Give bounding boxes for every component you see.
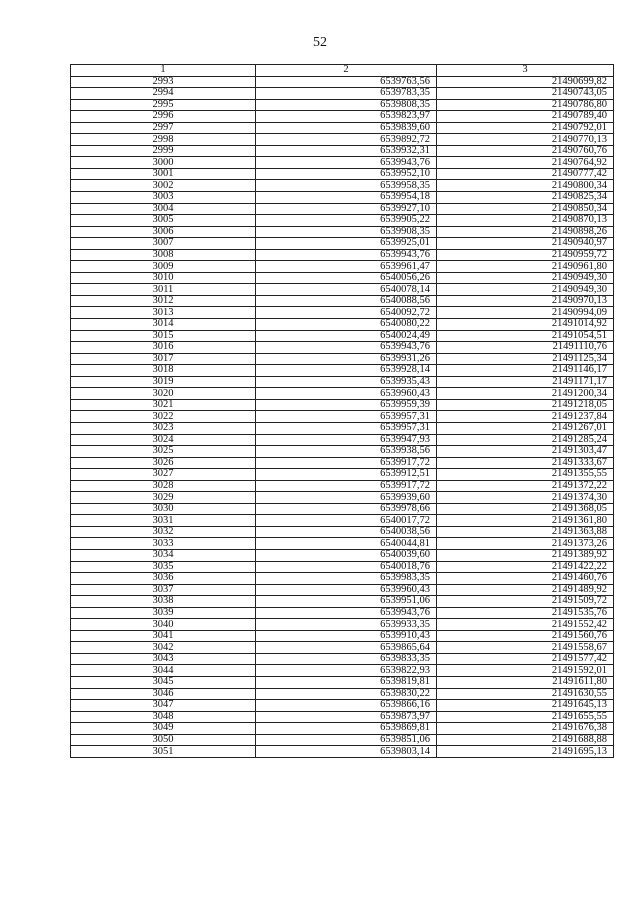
cell-point-number: 3017 (71, 353, 256, 365)
cell-y-coordinate: 21491676,38 (437, 723, 614, 735)
cell-y-coordinate: 21490959,72 (437, 249, 614, 261)
cell-y-coordinate: 21491460,76 (437, 573, 614, 585)
cell-point-number: 3000 (71, 157, 256, 169)
cell-x-coordinate: 6539958,35 (256, 180, 437, 192)
table-row (71, 215, 614, 227)
table-row (71, 376, 614, 388)
cell-point-number: 3002 (71, 180, 256, 192)
table-row (71, 76, 614, 88)
cell-x-coordinate: 6540024,49 (256, 330, 437, 342)
cell-point-number: 3030 (71, 503, 256, 515)
cell-y-coordinate: 21491054,51 (437, 330, 614, 342)
cell-x-coordinate: 6539943,76 (256, 607, 437, 619)
cell-x-coordinate: 6540039,60 (256, 549, 437, 561)
cell-x-coordinate: 6539938,56 (256, 446, 437, 458)
table-row (71, 596, 614, 608)
cell-x-coordinate: 6539939,60 (256, 492, 437, 504)
table-row (71, 561, 614, 573)
cell-y-coordinate: 21491218,05 (437, 399, 614, 411)
cell-x-coordinate: 6539951,06 (256, 596, 437, 608)
cell-y-coordinate: 21490825,34 (437, 192, 614, 204)
cell-x-coordinate: 6539763,56 (256, 76, 437, 88)
cell-y-coordinate: 21491592,01 (437, 665, 614, 677)
cell-x-coordinate: 6539978,66 (256, 503, 437, 515)
cell-point-number: 3035 (71, 561, 256, 573)
table-row (71, 642, 614, 654)
cell-y-coordinate: 21491489,92 (437, 584, 614, 596)
cell-x-coordinate: 6539932,31 (256, 145, 437, 157)
coordinates-table (70, 64, 614, 758)
table-row (71, 88, 614, 100)
table-row (71, 342, 614, 354)
cell-x-coordinate: 6539960,43 (256, 388, 437, 400)
cell-x-coordinate: 6539927,10 (256, 203, 437, 215)
cell-x-coordinate: 6539961,47 (256, 261, 437, 273)
cell-y-coordinate: 21491552,42 (437, 619, 614, 631)
cell-x-coordinate: 6540078,14 (256, 284, 437, 296)
cell-point-number: 3037 (71, 584, 256, 596)
cell-x-coordinate: 6539931,26 (256, 353, 437, 365)
table-row (71, 526, 614, 538)
cell-y-coordinate: 21490961,80 (437, 261, 614, 273)
cell-point-number: 3007 (71, 238, 256, 250)
cell-y-coordinate: 21491577,42 (437, 653, 614, 665)
cell-point-number: 3001 (71, 168, 256, 180)
table-row (71, 157, 614, 169)
cell-y-coordinate: 21490940,97 (437, 238, 614, 250)
table-row (71, 573, 614, 585)
table-row (71, 99, 614, 111)
cell-y-coordinate: 21490994,09 (437, 307, 614, 319)
cell-point-number: 3031 (71, 515, 256, 527)
cell-x-coordinate: 6540044,81 (256, 538, 437, 550)
cell-x-coordinate: 6540018,76 (256, 561, 437, 573)
cell-point-number: 3029 (71, 492, 256, 504)
cell-y-coordinate: 21491373,26 (437, 538, 614, 550)
cell-point-number: 3018 (71, 365, 256, 377)
table-row (71, 538, 614, 550)
table-row (71, 330, 614, 342)
table-row (71, 134, 614, 146)
table-row (71, 365, 614, 377)
table-header-row (71, 65, 614, 77)
cell-x-coordinate: 6539833,35 (256, 653, 437, 665)
table-row (71, 261, 614, 273)
cell-y-coordinate: 21490970,13 (437, 295, 614, 307)
cell-x-coordinate: 6540056,26 (256, 272, 437, 284)
table-row (71, 226, 614, 238)
cell-x-coordinate: 6539943,76 (256, 342, 437, 354)
cell-x-coordinate: 6539947,93 (256, 434, 437, 446)
cell-x-coordinate: 6539865,64 (256, 642, 437, 654)
cell-point-number: 3016 (71, 342, 256, 354)
cell-x-coordinate: 6539983,35 (256, 573, 437, 585)
cell-y-coordinate: 21490949,30 (437, 284, 614, 296)
cell-x-coordinate: 6540080,22 (256, 319, 437, 331)
cell-y-coordinate: 21491267,01 (437, 422, 614, 434)
cell-point-number: 3032 (71, 526, 256, 538)
cell-y-coordinate: 21491688,88 (437, 734, 614, 746)
cell-point-number: 3042 (71, 642, 256, 654)
column-header-x-coordinate: 2 (256, 65, 437, 77)
cell-x-coordinate: 6539933,35 (256, 619, 437, 631)
column-header-y-coordinate: 3 (437, 65, 614, 77)
cell-y-coordinate: 21491014,92 (437, 319, 614, 331)
table-row (71, 203, 614, 215)
cell-y-coordinate: 21491355,55 (437, 469, 614, 481)
cell-x-coordinate: 6539957,31 (256, 411, 437, 423)
cell-x-coordinate: 6539912,51 (256, 469, 437, 481)
cell-x-coordinate: 6539869,81 (256, 723, 437, 735)
cell-point-number: 2997 (71, 122, 256, 134)
cell-x-coordinate: 6539925,01 (256, 238, 437, 250)
table-row (71, 480, 614, 492)
cell-y-coordinate: 21490850,34 (437, 203, 614, 215)
table-row (71, 353, 614, 365)
table-row (71, 746, 614, 758)
cell-point-number: 3020 (71, 388, 256, 400)
cell-x-coordinate: 6539783,35 (256, 88, 437, 100)
cell-y-coordinate: 21490699,82 (437, 76, 614, 88)
table-row (71, 630, 614, 642)
cell-y-coordinate: 21491171,17 (437, 376, 614, 388)
table-row (71, 307, 614, 319)
table-row (71, 238, 614, 250)
cell-x-coordinate: 6539839,60 (256, 122, 437, 134)
cell-point-number: 3010 (71, 272, 256, 284)
cell-x-coordinate: 6539959,39 (256, 399, 437, 411)
cell-x-coordinate: 6539943,76 (256, 249, 437, 261)
cell-x-coordinate: 6539823,97 (256, 111, 437, 123)
table-row (71, 665, 614, 677)
cell-y-coordinate: 21491422,22 (437, 561, 614, 573)
cell-y-coordinate: 21491146,17 (437, 365, 614, 377)
cell-y-coordinate: 21491110,76 (437, 342, 614, 354)
cell-x-coordinate: 6539917,72 (256, 480, 437, 492)
cell-y-coordinate: 21490949,30 (437, 272, 614, 284)
cell-y-coordinate: 21491389,92 (437, 549, 614, 561)
cell-point-number: 3046 (71, 688, 256, 700)
cell-y-coordinate: 21491611,80 (437, 676, 614, 688)
page-number: 52 (313, 35, 327, 50)
cell-point-number: 3036 (71, 573, 256, 585)
table-row (71, 168, 614, 180)
cell-point-number: 3023 (71, 422, 256, 434)
table-row (71, 515, 614, 527)
cell-point-number: 3006 (71, 226, 256, 238)
cell-x-coordinate: 6540092,72 (256, 307, 437, 319)
table-row (71, 111, 614, 123)
cell-point-number: 2995 (71, 99, 256, 111)
table-row (71, 688, 614, 700)
cell-y-coordinate: 21491695,13 (437, 746, 614, 758)
cell-point-number: 3025 (71, 446, 256, 458)
cell-x-coordinate: 6539830,22 (256, 688, 437, 700)
cell-y-coordinate: 21491303,47 (437, 446, 614, 458)
cell-point-number: 3051 (71, 746, 256, 758)
cell-point-number: 3033 (71, 538, 256, 550)
cell-point-number: 3044 (71, 665, 256, 677)
cell-x-coordinate: 6539819,81 (256, 676, 437, 688)
cell-point-number: 2994 (71, 88, 256, 100)
cell-y-coordinate: 21491560,76 (437, 630, 614, 642)
cell-y-coordinate: 21491372,22 (437, 480, 614, 492)
cell-x-coordinate: 6540017,72 (256, 515, 437, 527)
cell-y-coordinate: 21490777,42 (437, 168, 614, 180)
table-row (71, 676, 614, 688)
table-row (71, 457, 614, 469)
cell-x-coordinate: 6539952,10 (256, 168, 437, 180)
cell-point-number: 3021 (71, 399, 256, 411)
table-row (71, 249, 614, 261)
cell-x-coordinate: 6539910,43 (256, 630, 437, 642)
cell-y-coordinate: 21490786,80 (437, 99, 614, 111)
cell-x-coordinate: 6539905,22 (256, 215, 437, 227)
cell-y-coordinate: 21491361,80 (437, 515, 614, 527)
cell-x-coordinate: 6540038,56 (256, 526, 437, 538)
cell-y-coordinate: 21490870,13 (437, 215, 614, 227)
cell-point-number: 3005 (71, 215, 256, 227)
cell-y-coordinate: 21491535,76 (437, 607, 614, 619)
table-row (71, 503, 614, 515)
cell-x-coordinate: 6539957,31 (256, 422, 437, 434)
cell-y-coordinate: 21491333,67 (437, 457, 614, 469)
table-row (71, 122, 614, 134)
cell-point-number: 2999 (71, 145, 256, 157)
cell-x-coordinate: 6539822,93 (256, 665, 437, 677)
cell-x-coordinate: 6539943,76 (256, 157, 437, 169)
table-row (71, 446, 614, 458)
cell-point-number: 3012 (71, 295, 256, 307)
column-header-point-number: 1 (71, 65, 256, 77)
cell-y-coordinate: 21491237,84 (437, 411, 614, 423)
cell-point-number: 3014 (71, 319, 256, 331)
table-row (71, 619, 614, 631)
table-row (71, 192, 614, 204)
cell-x-coordinate: 6539866,16 (256, 700, 437, 712)
table-row (71, 411, 614, 423)
table-row (71, 653, 614, 665)
cell-point-number: 3043 (71, 653, 256, 665)
cell-x-coordinate: 6539808,35 (256, 99, 437, 111)
cell-point-number: 3028 (71, 480, 256, 492)
cell-point-number: 3039 (71, 607, 256, 619)
table-row (71, 607, 614, 619)
cell-y-coordinate: 21490743,05 (437, 88, 614, 100)
cell-point-number: 3024 (71, 434, 256, 446)
cell-point-number: 3022 (71, 411, 256, 423)
table-row (71, 711, 614, 723)
cell-y-coordinate: 21491655,55 (437, 711, 614, 723)
cell-point-number: 2993 (71, 76, 256, 88)
cell-y-coordinate: 21491645,13 (437, 700, 614, 712)
cell-point-number: 3048 (71, 711, 256, 723)
cell-x-coordinate: 6539928,14 (256, 365, 437, 377)
table-row (71, 422, 614, 434)
table-row (71, 584, 614, 596)
table-row (71, 434, 614, 446)
cell-point-number: 3013 (71, 307, 256, 319)
table-row (71, 284, 614, 296)
table-row (71, 734, 614, 746)
cell-y-coordinate: 21491630,55 (437, 688, 614, 700)
cell-x-coordinate: 6539908,35 (256, 226, 437, 238)
cell-point-number: 3038 (71, 596, 256, 608)
table-row (71, 295, 614, 307)
cell-x-coordinate: 6540088,56 (256, 295, 437, 307)
cell-point-number: 3003 (71, 192, 256, 204)
cell-x-coordinate: 6539960,43 (256, 584, 437, 596)
cell-point-number: 3040 (71, 619, 256, 631)
cell-point-number: 3004 (71, 203, 256, 215)
cell-y-coordinate: 21491368,05 (437, 503, 614, 515)
cell-y-coordinate: 21490770,13 (437, 134, 614, 146)
table-row (71, 319, 614, 331)
cell-point-number: 3009 (71, 261, 256, 273)
cell-y-coordinate: 21490800,34 (437, 180, 614, 192)
cell-point-number: 3011 (71, 284, 256, 296)
cell-point-number: 3008 (71, 249, 256, 261)
cell-point-number: 3026 (71, 457, 256, 469)
cell-y-coordinate: 21491200,34 (437, 388, 614, 400)
table-row (71, 180, 614, 192)
table-row (71, 723, 614, 735)
table-row (71, 388, 614, 400)
cell-y-coordinate: 21490789,40 (437, 111, 614, 123)
cell-x-coordinate: 6539892,72 (256, 134, 437, 146)
cell-point-number: 3041 (71, 630, 256, 642)
cell-y-coordinate: 21490764,92 (437, 157, 614, 169)
table-row (71, 145, 614, 157)
table-body (71, 76, 614, 757)
cell-x-coordinate: 6539851,06 (256, 734, 437, 746)
table-row (71, 549, 614, 561)
cell-y-coordinate: 21491125,34 (437, 353, 614, 365)
cell-x-coordinate: 6539917,72 (256, 457, 437, 469)
cell-point-number: 2996 (71, 111, 256, 123)
table-row (71, 399, 614, 411)
cell-point-number: 3050 (71, 734, 256, 746)
cell-point-number: 3019 (71, 376, 256, 388)
cell-y-coordinate: 21490760,76 (437, 145, 614, 157)
cell-x-coordinate: 6539935,43 (256, 376, 437, 388)
cell-y-coordinate: 21491558,67 (437, 642, 614, 654)
cell-point-number: 3015 (71, 330, 256, 342)
cell-y-coordinate: 21491363,88 (437, 526, 614, 538)
cell-point-number: 2998 (71, 134, 256, 146)
table-row (71, 492, 614, 504)
cell-y-coordinate: 21491509,72 (437, 596, 614, 608)
cell-y-coordinate: 21490898,26 (437, 226, 614, 238)
cell-x-coordinate: 6539803,14 (256, 746, 437, 758)
cell-y-coordinate: 21491285,24 (437, 434, 614, 446)
cell-point-number: 3049 (71, 723, 256, 735)
cell-point-number: 3027 (71, 469, 256, 481)
cell-point-number: 3034 (71, 549, 256, 561)
table-row (71, 469, 614, 481)
cell-y-coordinate: 21490792,01 (437, 122, 614, 134)
cell-y-coordinate: 21491374,30 (437, 492, 614, 504)
cell-point-number: 3045 (71, 676, 256, 688)
cell-x-coordinate: 6539873,97 (256, 711, 437, 723)
table-row (71, 272, 614, 284)
cell-x-coordinate: 6539954,18 (256, 192, 437, 204)
table-row (71, 700, 614, 712)
cell-point-number: 3047 (71, 700, 256, 712)
